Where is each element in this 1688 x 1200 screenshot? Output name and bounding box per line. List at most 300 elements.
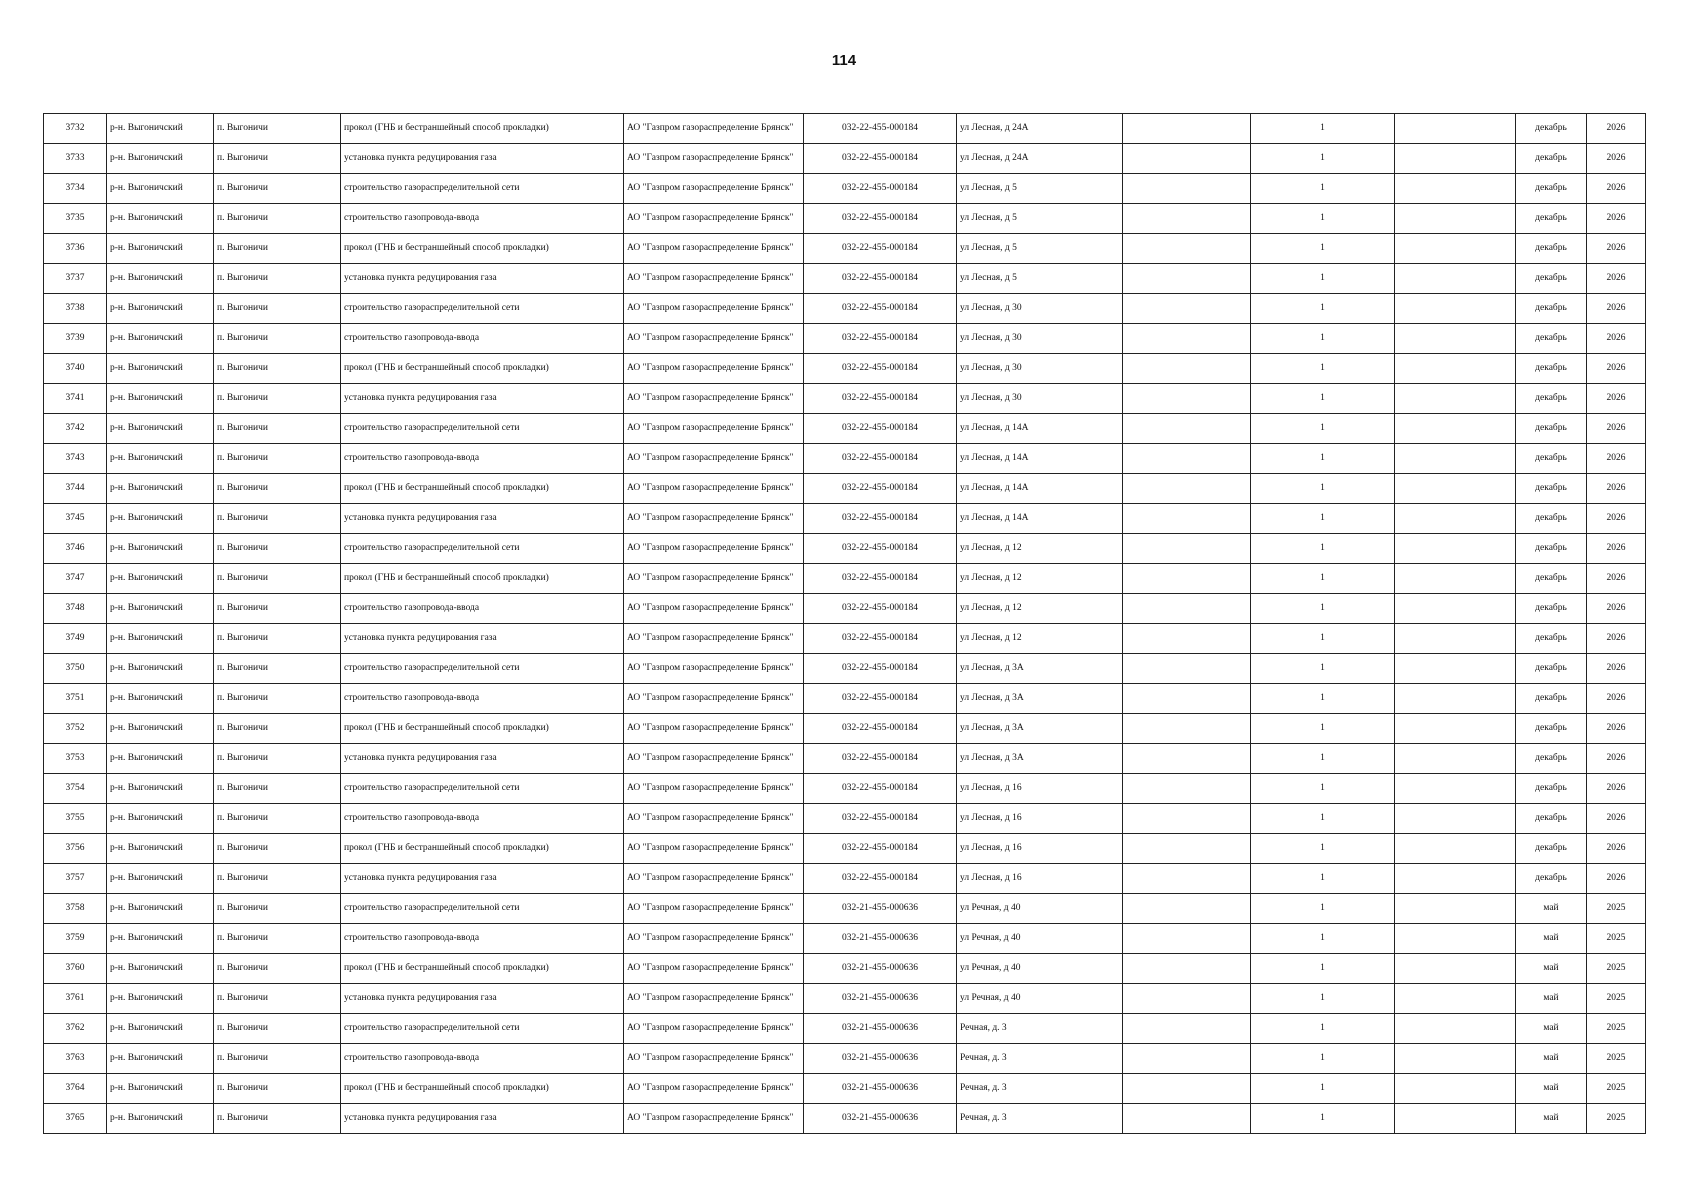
month-cell: декабрь <box>1516 864 1587 894</box>
address-cell: ул Лесная, д 3А <box>957 744 1123 774</box>
locality-cell: п. Выгоничи <box>214 324 341 354</box>
month-cell: декабрь <box>1516 624 1587 654</box>
empty-cell <box>1123 714 1251 744</box>
empty-cell <box>1395 684 1516 714</box>
organization-cell: АО "Газпром газораспределение Брянск" <box>624 744 804 774</box>
empty-cell <box>1395 924 1516 954</box>
empty-cell <box>1123 1074 1251 1104</box>
year-cell: 2026 <box>1587 864 1646 894</box>
empty-cell <box>1395 144 1516 174</box>
month-cell: декабрь <box>1516 594 1587 624</box>
row-number-cell: 3740 <box>44 354 107 384</box>
quantity-cell: 1 <box>1251 624 1395 654</box>
organization-cell: АО "Газпром газораспределение Брянск" <box>624 504 804 534</box>
address-cell: ул Лесная, д 12 <box>957 624 1123 654</box>
locality-cell: п. Выгоничи <box>214 144 341 174</box>
empty-cell <box>1123 744 1251 774</box>
year-cell: 2025 <box>1587 984 1646 1014</box>
month-cell: декабрь <box>1516 834 1587 864</box>
table-row <box>44 444 1646 474</box>
quantity-cell: 1 <box>1251 1074 1395 1104</box>
locality-cell: п. Выгоничи <box>214 804 341 834</box>
row-number-cell: 3737 <box>44 264 107 294</box>
object-code-cell: 032-22-455-000184 <box>804 624 957 654</box>
year-cell: 2026 <box>1587 624 1646 654</box>
quantity-cell: 1 <box>1251 294 1395 324</box>
address-cell: ул Лесная, д 16 <box>957 864 1123 894</box>
table-row <box>44 144 1646 174</box>
district-cell: р-н. Выгоничский <box>107 294 214 324</box>
address-cell: ул Лесная, д 24А <box>957 114 1123 144</box>
locality-cell: п. Выгоничи <box>214 714 341 744</box>
row-number-cell: 3761 <box>44 984 107 1014</box>
organization-cell: АО "Газпром газораспределение Брянск" <box>624 264 804 294</box>
row-number-cell: 3760 <box>44 954 107 984</box>
quantity-cell: 1 <box>1251 984 1395 1014</box>
object-code-cell: 032-22-455-000184 <box>804 324 957 354</box>
year-cell: 2026 <box>1587 534 1646 564</box>
row-number-cell: 3748 <box>44 594 107 624</box>
locality-cell: п. Выгоничи <box>214 504 341 534</box>
empty-cell <box>1395 504 1516 534</box>
month-cell: май <box>1516 954 1587 984</box>
address-cell: ул Лесная, д 14А <box>957 474 1123 504</box>
year-cell: 2026 <box>1587 474 1646 504</box>
organization-cell: АО "Газпром газораспределение Брянск" <box>624 294 804 324</box>
organization-cell: АО "Газпром газораспределение Брянск" <box>624 114 804 144</box>
month-cell: декабрь <box>1516 414 1587 444</box>
empty-cell <box>1123 294 1251 324</box>
empty-cell <box>1395 654 1516 684</box>
year-cell: 2025 <box>1587 954 1646 984</box>
work-type-cell: строительство газораспределительной сети <box>341 174 624 204</box>
work-type-cell: прокол (ГНБ и бестраншейный способ прокладки) <box>341 354 624 384</box>
quantity-cell: 1 <box>1251 414 1395 444</box>
empty-cell <box>1123 594 1251 624</box>
empty-cell <box>1123 1104 1251 1134</box>
district-cell: р-н. Выгоничский <box>107 1074 214 1104</box>
organization-cell: АО "Газпром газораспределение Брянск" <box>624 774 804 804</box>
work-type-cell: строительство газопровода-ввода <box>341 204 624 234</box>
empty-cell <box>1123 654 1251 684</box>
empty-cell <box>1123 774 1251 804</box>
quantity-cell: 1 <box>1251 354 1395 384</box>
table-row <box>44 744 1646 774</box>
work-type-cell: строительство газораспределительной сети <box>341 654 624 684</box>
empty-cell <box>1395 444 1516 474</box>
table-row <box>44 474 1646 504</box>
locality-cell: п. Выгоничи <box>214 774 341 804</box>
year-cell: 2026 <box>1587 264 1646 294</box>
row-number-cell: 3764 <box>44 1074 107 1104</box>
empty-cell <box>1395 294 1516 324</box>
row-number-cell: 3755 <box>44 804 107 834</box>
year-cell: 2026 <box>1587 744 1646 774</box>
address-cell: ул Лесная, д 12 <box>957 534 1123 564</box>
organization-cell: АО "Газпром газораспределение Брянск" <box>624 474 804 504</box>
object-code-cell: 032-22-455-000184 <box>804 234 957 264</box>
locality-cell: п. Выгоничи <box>214 1104 341 1134</box>
locality-cell: п. Выгоничи <box>214 654 341 684</box>
organization-cell: АО "Газпром газораспределение Брянск" <box>624 384 804 414</box>
empty-cell <box>1123 234 1251 264</box>
locality-cell: п. Выгоничи <box>214 744 341 774</box>
month-cell: декабрь <box>1516 204 1587 234</box>
address-cell: ул Лесная, д 12 <box>957 564 1123 594</box>
district-cell: р-н. Выгоничский <box>107 1014 214 1044</box>
year-cell: 2026 <box>1587 504 1646 534</box>
table-row <box>44 414 1646 444</box>
table-row <box>44 1074 1646 1104</box>
quantity-cell: 1 <box>1251 174 1395 204</box>
empty-cell <box>1395 774 1516 804</box>
table-row <box>44 384 1646 414</box>
empty-cell <box>1395 564 1516 594</box>
registry-table <box>43 113 1646 1134</box>
district-cell: р-н. Выгоничский <box>107 474 214 504</box>
work-type-cell: прокол (ГНБ и бестраншейный способ прокладки) <box>341 834 624 864</box>
empty-cell <box>1395 744 1516 774</box>
year-cell: 2026 <box>1587 234 1646 264</box>
locality-cell: п. Выгоничи <box>214 354 341 384</box>
registry-body <box>44 114 1646 1134</box>
district-cell: р-н. Выгоничский <box>107 504 214 534</box>
year-cell: 2026 <box>1587 354 1646 384</box>
district-cell: р-н. Выгоничский <box>107 834 214 864</box>
empty-cell <box>1123 834 1251 864</box>
table-row <box>44 624 1646 654</box>
table-row <box>44 954 1646 984</box>
year-cell: 2026 <box>1587 834 1646 864</box>
table-row <box>44 354 1646 384</box>
quantity-cell: 1 <box>1251 654 1395 684</box>
organization-cell: АО "Газпром газораспределение Брянск" <box>624 204 804 234</box>
quantity-cell: 1 <box>1251 924 1395 954</box>
month-cell: декабрь <box>1516 294 1587 324</box>
organization-cell: АО "Газпром газораспределение Брянск" <box>624 954 804 984</box>
empty-cell <box>1395 864 1516 894</box>
month-cell: декабрь <box>1516 264 1587 294</box>
month-cell: декабрь <box>1516 444 1587 474</box>
table-row <box>44 1014 1646 1044</box>
district-cell: р-н. Выгоничский <box>107 1044 214 1074</box>
address-cell: ул Лесная, д 16 <box>957 774 1123 804</box>
quantity-cell: 1 <box>1251 234 1395 264</box>
empty-cell <box>1395 804 1516 834</box>
quantity-cell: 1 <box>1251 684 1395 714</box>
address-cell: Речная, д. 3 <box>957 1074 1123 1104</box>
quantity-cell: 1 <box>1251 444 1395 474</box>
month-cell: декабрь <box>1516 744 1587 774</box>
empty-cell <box>1123 534 1251 564</box>
row-number-cell: 3735 <box>44 204 107 234</box>
locality-cell: п. Выгоничи <box>214 1044 341 1074</box>
district-cell: р-н. Выгоничский <box>107 984 214 1014</box>
district-cell: р-н. Выгоничский <box>107 144 214 174</box>
row-number-cell: 3758 <box>44 894 107 924</box>
address-cell: ул Лесная, д 5 <box>957 204 1123 234</box>
object-code-cell: 032-22-455-000184 <box>804 564 957 594</box>
quantity-cell: 1 <box>1251 474 1395 504</box>
organization-cell: АО "Газпром газораспределение Брянск" <box>624 234 804 264</box>
table-row <box>44 834 1646 864</box>
empty-cell <box>1395 834 1516 864</box>
row-number-cell: 3754 <box>44 774 107 804</box>
year-cell: 2025 <box>1587 894 1646 924</box>
work-type-cell: установка пункта редуцирования газа <box>341 144 624 174</box>
empty-cell <box>1123 354 1251 384</box>
row-number-cell: 3762 <box>44 1014 107 1044</box>
work-type-cell: строительство газопровода-ввода <box>341 594 624 624</box>
empty-cell <box>1395 1014 1516 1044</box>
table-row <box>44 504 1646 534</box>
organization-cell: АО "Газпром газораспределение Брянск" <box>624 144 804 174</box>
month-cell: декабрь <box>1516 354 1587 384</box>
object-code-cell: 032-22-455-000184 <box>804 204 957 234</box>
organization-cell: АО "Газпром газораспределение Брянск" <box>624 594 804 624</box>
work-type-cell: прокол (ГНБ и бестраншейный способ прокладки) <box>341 234 624 264</box>
locality-cell: п. Выгоничи <box>214 534 341 564</box>
district-cell: р-н. Выгоничский <box>107 564 214 594</box>
district-cell: р-н. Выгоничский <box>107 654 214 684</box>
quantity-cell: 1 <box>1251 504 1395 534</box>
address-cell: ул Лесная, д 30 <box>957 354 1123 384</box>
object-code-cell: 032-22-455-000184 <box>804 444 957 474</box>
empty-cell <box>1123 444 1251 474</box>
locality-cell: п. Выгоничи <box>214 864 341 894</box>
district-cell: р-н. Выгоничский <box>107 714 214 744</box>
quantity-cell: 1 <box>1251 714 1395 744</box>
quantity-cell: 1 <box>1251 954 1395 984</box>
organization-cell: АО "Газпром газораспределение Брянск" <box>624 324 804 354</box>
table-row <box>44 114 1646 144</box>
table-row <box>44 1044 1646 1074</box>
locality-cell: п. Выгоничи <box>214 954 341 984</box>
district-cell: р-н. Выгоничский <box>107 324 214 354</box>
object-code-cell: 032-22-455-000184 <box>804 744 957 774</box>
empty-cell <box>1395 384 1516 414</box>
locality-cell: п. Выгоничи <box>214 1014 341 1044</box>
quantity-cell: 1 <box>1251 204 1395 234</box>
empty-cell <box>1395 954 1516 984</box>
empty-cell <box>1123 474 1251 504</box>
organization-cell: АО "Газпром газораспределение Брянск" <box>624 414 804 444</box>
empty-cell <box>1123 504 1251 534</box>
row-number-cell: 3738 <box>44 294 107 324</box>
locality-cell: п. Выгоничи <box>214 564 341 594</box>
quantity-cell: 1 <box>1251 594 1395 624</box>
district-cell: р-н. Выгоничский <box>107 264 214 294</box>
district-cell: р-н. Выгоничский <box>107 864 214 894</box>
locality-cell: п. Выгоничи <box>214 234 341 264</box>
quantity-cell: 1 <box>1251 264 1395 294</box>
month-cell: декабрь <box>1516 504 1587 534</box>
work-type-cell: строительство газораспределительной сети <box>341 774 624 804</box>
empty-cell <box>1123 1014 1251 1044</box>
address-cell: Речная, д. 3 <box>957 1104 1123 1134</box>
address-cell: Речная, д. 3 <box>957 1014 1123 1044</box>
district-cell: р-н. Выгоничский <box>107 954 214 984</box>
year-cell: 2026 <box>1587 804 1646 834</box>
work-type-cell: прокол (ГНБ и бестраншейный способ прокладки) <box>341 1074 624 1104</box>
address-cell: ул Лесная, д 5 <box>957 174 1123 204</box>
row-number-cell: 3743 <box>44 444 107 474</box>
work-type-cell: установка пункта редуцирования газа <box>341 1104 624 1134</box>
empty-cell <box>1123 414 1251 444</box>
row-number-cell: 3742 <box>44 414 107 444</box>
locality-cell: п. Выгоничи <box>214 294 341 324</box>
year-cell: 2026 <box>1587 204 1646 234</box>
month-cell: декабрь <box>1516 654 1587 684</box>
organization-cell: АО "Газпром газораспределение Брянск" <box>624 654 804 684</box>
work-type-cell: строительство газораспределительной сети <box>341 534 624 564</box>
district-cell: р-н. Выгоничский <box>107 204 214 234</box>
empty-cell <box>1395 174 1516 204</box>
table-row <box>44 324 1646 354</box>
organization-cell: АО "Газпром газораспределение Брянск" <box>624 534 804 564</box>
work-type-cell: прокол (ГНБ и бестраншейный способ прокладки) <box>341 714 624 744</box>
work-type-cell: строительство газопровода-ввода <box>341 444 624 474</box>
object-code-cell: 032-21-455-000636 <box>804 1074 957 1104</box>
empty-cell <box>1395 1044 1516 1074</box>
object-code-cell: 032-22-455-000184 <box>804 804 957 834</box>
work-type-cell: прокол (ГНБ и бестраншейный способ прокладки) <box>341 954 624 984</box>
address-cell: ул Лесная, д 30 <box>957 384 1123 414</box>
locality-cell: п. Выгоничи <box>214 264 341 294</box>
table-row <box>44 594 1646 624</box>
object-code-cell: 032-21-455-000636 <box>804 894 957 924</box>
organization-cell: АО "Газпром газораспределение Брянск" <box>624 1074 804 1104</box>
object-code-cell: 032-22-455-000184 <box>804 174 957 204</box>
month-cell: май <box>1516 1104 1587 1134</box>
object-code-cell: 032-22-455-000184 <box>804 834 957 864</box>
month-cell: декабрь <box>1516 144 1587 174</box>
object-code-cell: 032-22-455-000184 <box>804 864 957 894</box>
quantity-cell: 1 <box>1251 564 1395 594</box>
table-row <box>44 204 1646 234</box>
organization-cell: АО "Газпром газораспределение Брянск" <box>624 1104 804 1134</box>
table-row <box>44 864 1646 894</box>
quantity-cell: 1 <box>1251 864 1395 894</box>
empty-cell <box>1395 624 1516 654</box>
month-cell: декабрь <box>1516 324 1587 354</box>
row-number-cell: 3749 <box>44 624 107 654</box>
object-code-cell: 032-22-455-000184 <box>804 414 957 444</box>
work-type-cell: строительство газопровода-ввода <box>341 324 624 354</box>
district-cell: р-н. Выгоничский <box>107 774 214 804</box>
district-cell: р-н. Выгоничский <box>107 534 214 564</box>
locality-cell: п. Выгоничи <box>214 444 341 474</box>
organization-cell: АО "Газпром газораспределение Брянск" <box>624 684 804 714</box>
month-cell: декабрь <box>1516 804 1587 834</box>
work-type-cell: прокол (ГНБ и бестраншейный способ прокладки) <box>341 114 624 144</box>
district-cell: р-н. Выгоничский <box>107 384 214 414</box>
month-cell: май <box>1516 924 1587 954</box>
work-type-cell: установка пункта редуцирования газа <box>341 384 624 414</box>
empty-cell <box>1395 594 1516 624</box>
address-cell: ул Лесная, д 12 <box>957 594 1123 624</box>
object-code-cell: 032-22-455-000184 <box>804 774 957 804</box>
month-cell: декабрь <box>1516 174 1587 204</box>
district-cell: р-н. Выгоничский <box>107 804 214 834</box>
empty-cell <box>1123 924 1251 954</box>
row-number-cell: 3757 <box>44 864 107 894</box>
address-cell: Речная, д. 3 <box>957 1044 1123 1074</box>
year-cell: 2026 <box>1587 654 1646 684</box>
quantity-cell: 1 <box>1251 1044 1395 1074</box>
locality-cell: п. Выгоничи <box>214 834 341 864</box>
organization-cell: АО "Газпром газораспределение Брянск" <box>624 174 804 204</box>
object-code-cell: 032-22-455-000184 <box>804 384 957 414</box>
object-code-cell: 032-22-455-000184 <box>804 714 957 744</box>
address-cell: ул Лесная, д 16 <box>957 834 1123 864</box>
locality-cell: п. Выгоничи <box>214 204 341 234</box>
year-cell: 2026 <box>1587 174 1646 204</box>
row-number-cell: 3756 <box>44 834 107 864</box>
month-cell: декабрь <box>1516 384 1587 414</box>
locality-cell: п. Выгоничи <box>214 624 341 654</box>
address-cell: ул Лесная, д 14А <box>957 414 1123 444</box>
table-row <box>44 894 1646 924</box>
object-code-cell: 032-22-455-000184 <box>804 504 957 534</box>
table-row <box>44 714 1646 744</box>
empty-cell <box>1395 234 1516 264</box>
row-number-cell: 3753 <box>44 744 107 774</box>
address-cell: ул Лесная, д 30 <box>957 324 1123 354</box>
row-number-cell: 3741 <box>44 384 107 414</box>
quantity-cell: 1 <box>1251 1104 1395 1134</box>
year-cell: 2026 <box>1587 564 1646 594</box>
district-cell: р-н. Выгоничский <box>107 234 214 264</box>
year-cell: 2025 <box>1587 1074 1646 1104</box>
table-row <box>44 774 1646 804</box>
locality-cell: п. Выгоничи <box>214 384 341 414</box>
organization-cell: АО "Газпром газораспределение Брянск" <box>624 1014 804 1044</box>
district-cell: р-н. Выгоничский <box>107 174 214 204</box>
object-code-cell: 032-21-455-000636 <box>804 1014 957 1044</box>
object-code-cell: 032-22-455-000184 <box>804 594 957 624</box>
object-code-cell: 032-22-455-000184 <box>804 474 957 504</box>
locality-cell: п. Выгоничи <box>214 414 341 444</box>
year-cell: 2025 <box>1587 1104 1646 1134</box>
district-cell: р-н. Выгоничский <box>107 684 214 714</box>
district-cell: р-н. Выгоничский <box>107 414 214 444</box>
row-number-cell: 3746 <box>44 534 107 564</box>
table-row <box>44 804 1646 834</box>
organization-cell: АО "Газпром газораспределение Брянск" <box>624 804 804 834</box>
year-cell: 2026 <box>1587 324 1646 354</box>
table-row <box>44 684 1646 714</box>
row-number-cell: 3765 <box>44 1104 107 1134</box>
month-cell: декабрь <box>1516 234 1587 264</box>
empty-cell <box>1395 1074 1516 1104</box>
address-cell: ул Речная, д 40 <box>957 894 1123 924</box>
district-cell: р-н. Выгоничский <box>107 894 214 924</box>
year-cell: 2026 <box>1587 594 1646 624</box>
object-code-cell: 032-21-455-000636 <box>804 984 957 1014</box>
organization-cell: АО "Газпром газораспределение Брянск" <box>624 444 804 474</box>
organization-cell: АО "Газпром газораспределение Брянск" <box>624 894 804 924</box>
address-cell: ул Лесная, д 5 <box>957 234 1123 264</box>
organization-cell: АО "Газпром газораспределение Брянск" <box>624 984 804 1014</box>
address-cell: ул Лесная, д 3А <box>957 714 1123 744</box>
district-cell: р-н. Выгоничский <box>107 1104 214 1134</box>
address-cell: ул Лесная, д 30 <box>957 294 1123 324</box>
work-type-cell: строительство газопровода-ввода <box>341 1044 624 1074</box>
address-cell: ул Лесная, д 14А <box>957 504 1123 534</box>
work-type-cell: установка пункта редуцирования газа <box>341 984 624 1014</box>
empty-cell <box>1123 684 1251 714</box>
